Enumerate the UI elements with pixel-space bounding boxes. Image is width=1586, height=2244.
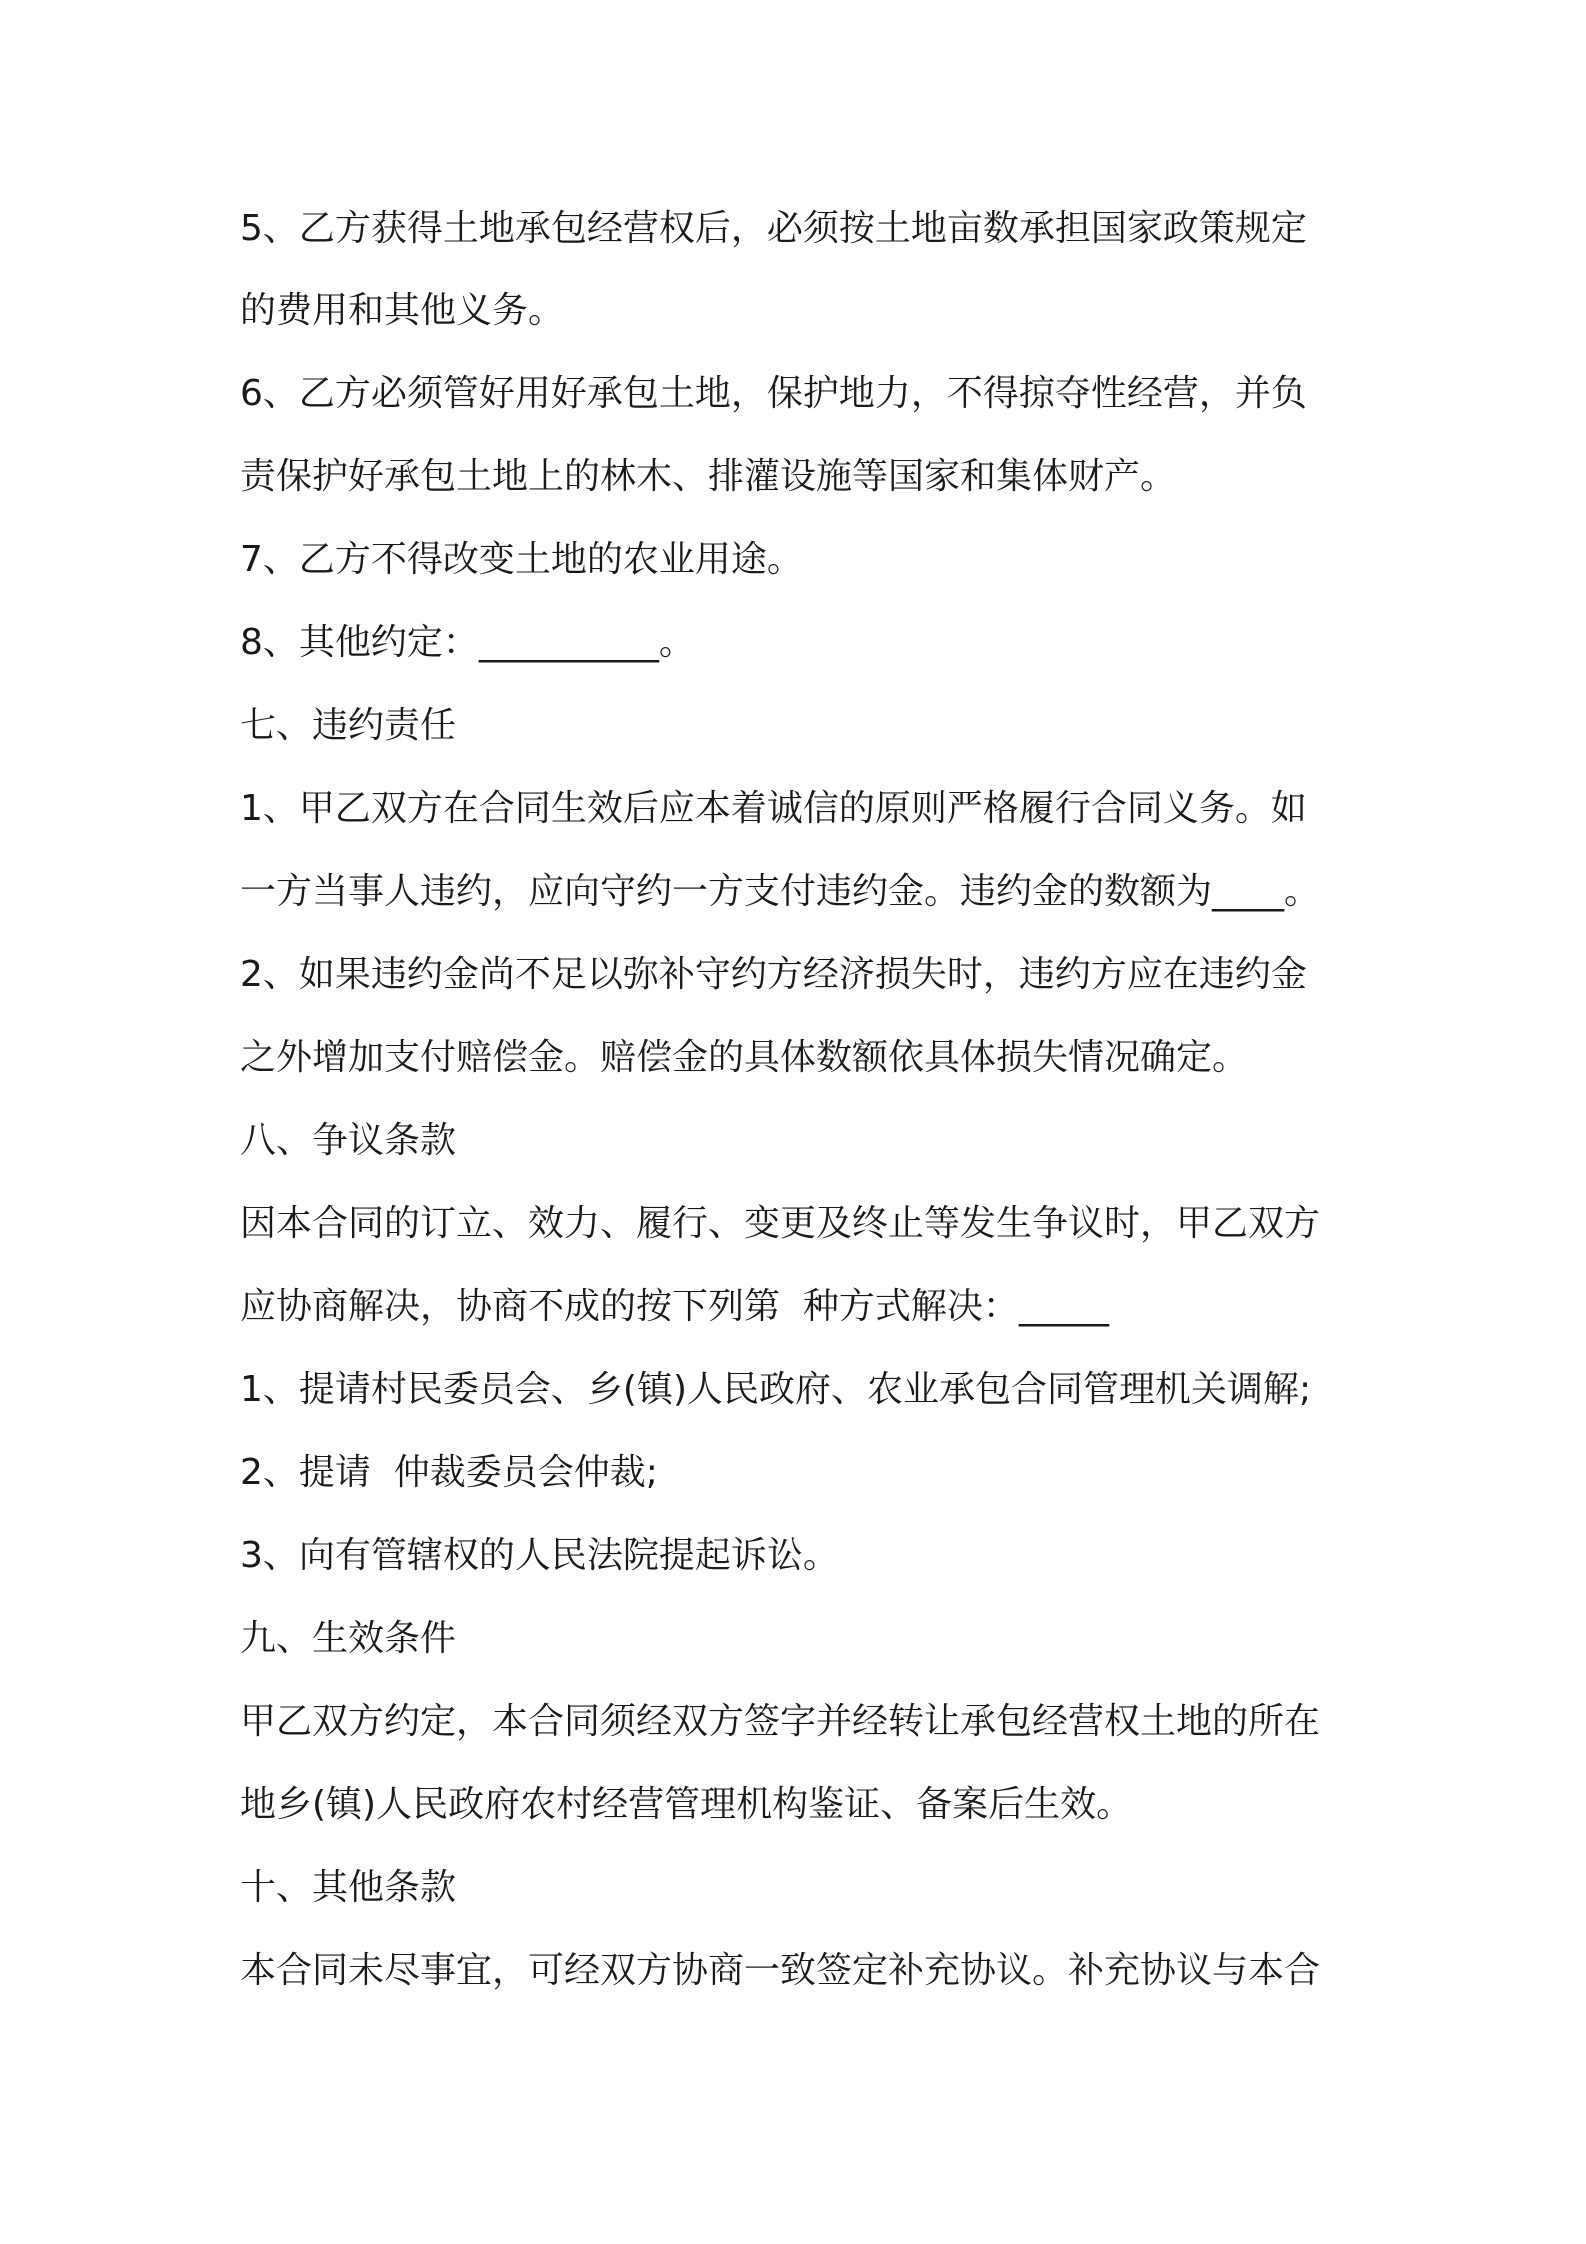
text-line: 6、乙方必须管好用好承包土地，保护地力，不得掠夺性经营，并负 [240, 373, 1307, 414]
text-line: 3、向有管辖权的人民法院提起诉讼。 [240, 1535, 839, 1576]
text-line: 5、乙方获得土地承包经营权后，必须按土地亩数承担国家政策规定 [240, 208, 1307, 249]
text-line: 2、提请 仲裁委员会仲裁; [240, 1452, 658, 1493]
text-line: 因本合同的订立、效力、履行、变更及终止等发生争议时，甲乙双方 [240, 1203, 1321, 1244]
section-heading: 七、违约责任 [240, 705, 457, 746]
text-line: 责保护好承包土地上的林木、排灌设施等国家和集体财产。 [240, 456, 1177, 497]
text-line: 2、如果违约金尚不足以弥补守约方经济损失时，违约方应在违约金 [240, 954, 1307, 995]
text-line: 之外增加支付赔偿金。赔偿金的具体数额依具体损失情况确定。 [240, 1037, 1249, 1078]
text-line: 本合同未尽事宜，可经双方协商一致签定补充协议。补充协议与本合 [240, 1950, 1321, 1991]
text-line: 8、其他约定：__________。 [240, 622, 695, 663]
text-line: 1、提请村民委员会、乡(镇)人民政府、农业承包合同管理机关调解; [240, 1369, 1312, 1410]
section-heading: 十、其他条款 [240, 1867, 457, 1908]
text-line: 一方当事人违约，应向守约一方支付违约金。违约金的数额为____。 [240, 871, 1321, 912]
text-line: 的费用和其他义务。 [240, 290, 565, 331]
text-line: 甲乙双方约定，本合同须经双方签字并经转让承包经营权土地的所在 [240, 1701, 1321, 1742]
section-heading: 八、争议条款 [240, 1120, 457, 1161]
text-line: 7、乙方不得改变土地的农业用途。 [240, 539, 803, 580]
text-line: 应协商解决，协商不成的按下列第 种方式解决：_____ [240, 1286, 1109, 1327]
section-heading: 九、生效条件 [240, 1618, 457, 1659]
text-line: 地乡(镇)人民政府农村经营管理机构鉴证、备案后生效。 [240, 1784, 1133, 1825]
text-line: 1、甲乙双方在合同生效后应本着诚信的原则严格履行合同义务。如 [240, 788, 1307, 829]
